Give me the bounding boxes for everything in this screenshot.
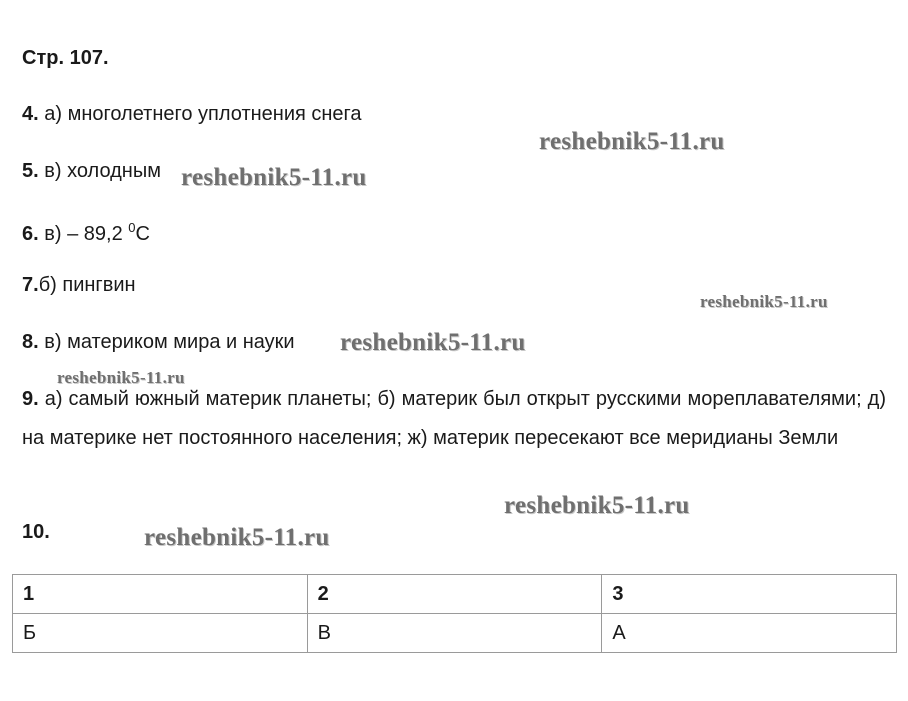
table-header-row: [13, 575, 897, 614]
watermark: reshebnik5-11.ru: [144, 524, 330, 551]
watermark: reshebnik5-11.ru: [504, 492, 690, 519]
answer-number: 10.: [22, 521, 50, 543]
answer-5: [22, 159, 161, 183]
answer-unit: С: [135, 223, 150, 245]
answer-number: 9.: [22, 388, 39, 410]
table-header-cell: 1: [13, 575, 308, 614]
watermark: reshebnik5-11.ru: [181, 164, 367, 191]
answer-9: [22, 380, 886, 457]
table-cell: А: [602, 614, 897, 653]
answer-text: а) самый южный материк планеты; б) материк был открыт русскими мореплавателями; д) на материке нет постоянного населения; ж) материк пересекают все меридианы Земли: [22, 388, 886, 449]
answer-table: [12, 574, 897, 653]
answer-7: [22, 273, 136, 297]
table-cell: В: [307, 614, 602, 653]
answer-text: в) – 89,2: [38, 223, 129, 245]
answer-number: 6.: [22, 223, 39, 245]
watermark: reshebnik5-11.ru: [57, 368, 185, 387]
table-header-cell: 2: [307, 575, 602, 614]
answer-8: [22, 330, 295, 354]
table-header-cell: 3: [602, 575, 897, 614]
table-row: [13, 614, 897, 653]
answer-number: 7.: [22, 274, 39, 296]
page-header: Стр. 107.: [22, 47, 109, 69]
answer-text: а) многолетнего уплотнения снега: [38, 103, 362, 125]
watermark: reshebnik5-11.ru: [700, 292, 828, 311]
answer-number: 4.: [22, 103, 39, 125]
answer-text: в) холодным: [38, 160, 161, 182]
watermark: reshebnik5-11.ru: [340, 329, 526, 356]
answer-number: 5.: [22, 160, 39, 182]
answer-4: [22, 102, 362, 126]
table-cell: Б: [13, 614, 308, 653]
answer-6: [22, 216, 150, 246]
answer-10: [22, 520, 50, 544]
answer-number: 8.: [22, 331, 39, 353]
watermark: reshebnik5-11.ru: [539, 128, 725, 155]
answer-text: б) пингвин: [38, 274, 136, 296]
answer-text: в) материком мира и науки: [38, 331, 295, 353]
degree-superscript: 0: [128, 220, 136, 235]
